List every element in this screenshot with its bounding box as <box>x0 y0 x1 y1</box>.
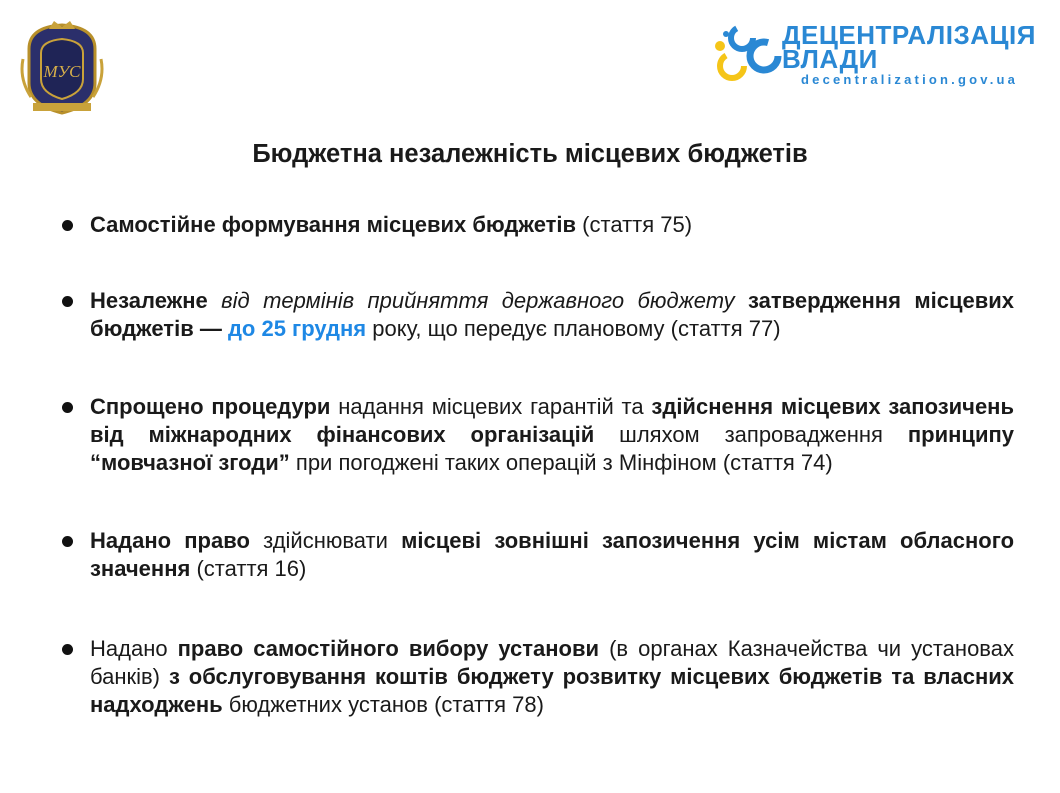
bullet-dot-icon <box>62 296 73 307</box>
bullet-item-3 <box>56 393 1014 477</box>
bullet-item-4 <box>56 527 1014 583</box>
bullet-text-bold: Надано право <box>90 528 250 553</box>
logo-circles-icon <box>712 18 782 88</box>
bullet-text-highlight: до 25 грудня <box>227 316 367 341</box>
bullet-text-bold: затвердження місцевих бюджетів — <box>90 288 1015 341</box>
logo-url: decentralization.gov.ua <box>801 72 1019 87</box>
bullet-dot-icon <box>62 536 73 547</box>
bullet-text-bold: Незалежне <box>90 288 208 313</box>
bullet-text: (стаття 16) <box>190 556 307 581</box>
bullet-text-italic: від термінів прийняття державного бюджету <box>207 288 748 313</box>
bullet-text-bold: місцеві зовнішні запозичення усім містам обласного значення <box>90 528 1015 581</box>
logo-title-line1: ДЕЦЕНТРАЛІЗАЦІЯ <box>782 20 1036 50</box>
bullet-text-bold: принципу “мовчазної згоди” <box>90 422 1014 475</box>
university-crest-logo <box>19 19 105 119</box>
bullet-dot-icon <box>62 220 73 231</box>
bullet-item-1 <box>56 211 1014 239</box>
bullet-item-5 <box>56 635 1014 719</box>
bullet-text-bold: Самостійне формування місцевих бюджетів <box>90 212 577 237</box>
bullet-text-bold: здійснення місцевих запозичень від міжнародних фінансових організацій <box>90 394 1014 447</box>
bullet-text-bold: Спрощено процедури <box>90 394 331 419</box>
logo-title-line2: ВЛАДИ <box>782 44 878 74</box>
bullet-dot-icon <box>62 644 73 655</box>
bullet-text: Надано <box>90 636 178 661</box>
svg-text:МУС: МУС <box>43 62 81 81</box>
decentralization-logo <box>712 14 1037 94</box>
bullet-text: надання місцевих гарантій та <box>330 394 652 419</box>
bullet-text: шляхом запровадження <box>594 422 908 447</box>
bullet-list <box>56 205 1014 719</box>
bullet-text: здійснювати <box>249 528 402 553</box>
slide-title: Бюджетна незалежність місцевих бюджетів <box>252 140 808 168</box>
bullet-text: (в органах Казначейства чи установах банків) <box>90 636 1014 689</box>
bullet-text: (стаття 75) <box>576 212 693 237</box>
bullet-item-2 <box>56 287 1014 343</box>
bullet-dot-icon <box>62 402 73 413</box>
bullet-text: бюджетних установ (стаття 78) <box>222 692 544 717</box>
bullet-text-bold: з обслуговування коштів бюджету розвитку місцевих бюджетів та власних надходжень <box>90 664 1014 717</box>
bullet-text: при погоджені таких операцій з Мінфіном (стаття 74) <box>289 450 833 475</box>
bullet-text-bold: право самостійного вибору установи <box>177 636 600 661</box>
bullet-text: року, що передує плановому (стаття 77) <box>366 316 781 341</box>
